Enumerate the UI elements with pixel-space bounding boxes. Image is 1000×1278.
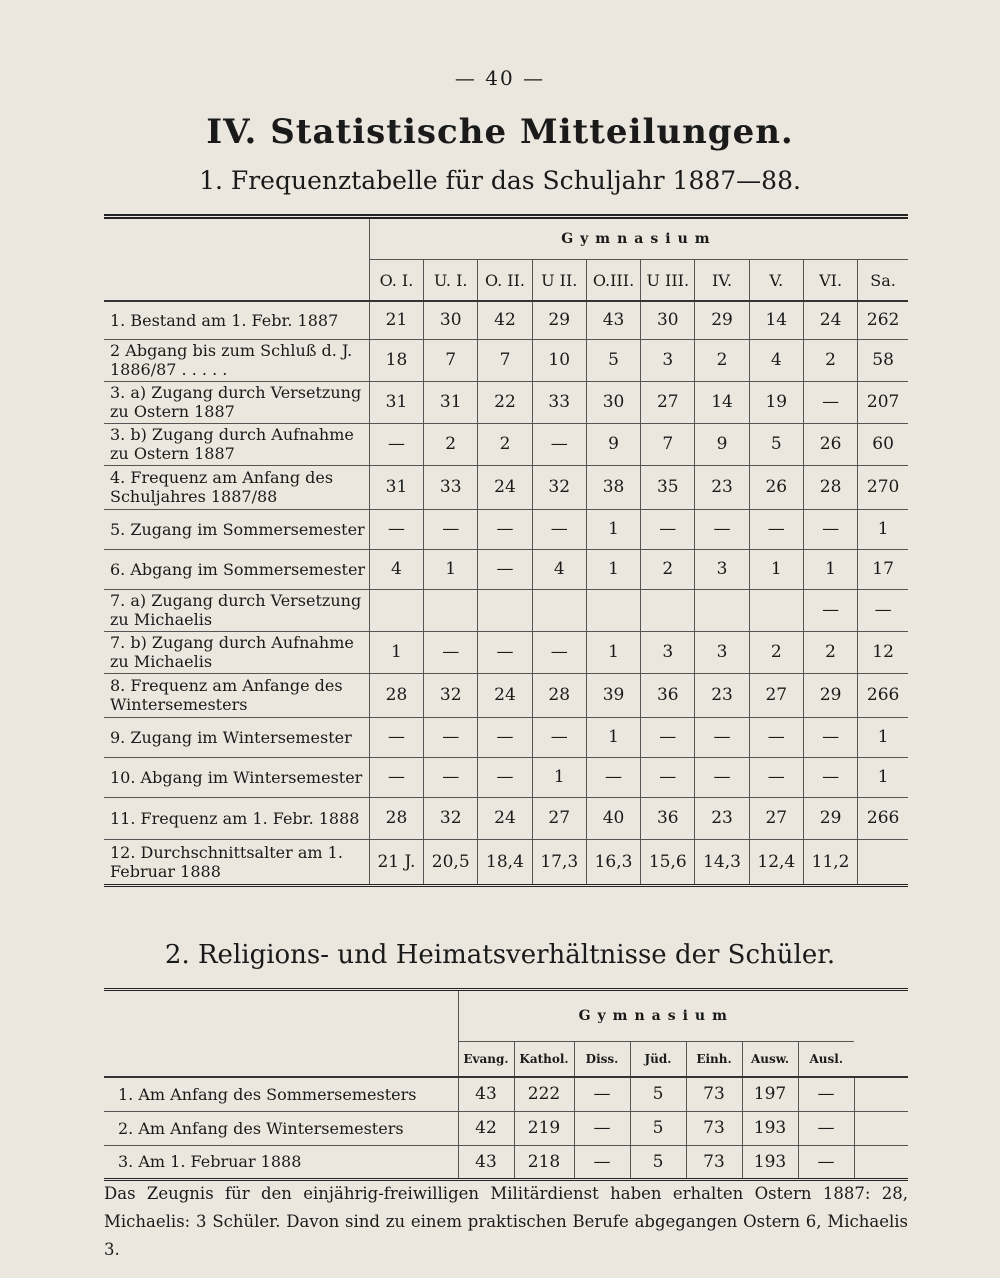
table-cell: 40	[586, 797, 640, 839]
table-cell: 4	[749, 339, 803, 381]
table-cell: 20,5	[424, 839, 478, 885]
table-cell: —	[424, 509, 478, 549]
table-cell: 22	[478, 381, 532, 423]
row-label: 9. Zugang im Wintersemester	[104, 717, 369, 757]
table-cell: 262	[858, 301, 908, 339]
table-cell-empty	[854, 1145, 908, 1179]
table-cell: 31	[369, 381, 423, 423]
table-cell: 29	[803, 797, 857, 839]
table-cell: 14	[695, 381, 749, 423]
table-cell: 42	[458, 1111, 514, 1145]
table-cell: —	[641, 757, 695, 797]
table-cell: 28	[803, 465, 857, 509]
table-cell: 29	[532, 301, 586, 339]
table-cell: 33	[532, 381, 586, 423]
table-cell: 24	[478, 465, 532, 509]
table-cell: 12,4	[749, 839, 803, 885]
table-cell: 23	[695, 673, 749, 717]
table-cell: 31	[369, 465, 423, 509]
table-cell: 39	[586, 673, 640, 717]
table-cell: 4	[369, 549, 423, 589]
table-cell: 270	[858, 465, 908, 509]
table-cell: 23	[695, 465, 749, 509]
table-cell: 60	[858, 423, 908, 465]
table-cell: 42	[478, 301, 532, 339]
table-row	[104, 381, 908, 423]
table-cell: —	[586, 757, 640, 797]
table-cell: —	[574, 1111, 630, 1145]
table-cell: 2	[803, 631, 857, 673]
table-cell: 5	[749, 423, 803, 465]
table-cell: 7	[424, 339, 478, 381]
table-cell: —	[478, 549, 532, 589]
row-label: 1. Am Anfang des Sommersemesters	[104, 1077, 458, 1111]
row-label: 10. Abgang im Wintersemester	[104, 757, 369, 797]
table-row	[104, 1145, 908, 1179]
table-cell: —	[749, 509, 803, 549]
page-title: IV. Statistische Mitteilungen.	[206, 112, 794, 152]
table-cell: 18	[369, 339, 423, 381]
table-cell: 1	[586, 717, 640, 757]
table-cell: 14,3	[695, 839, 749, 885]
table-cell: —	[803, 717, 857, 757]
table-cell: —	[574, 1077, 630, 1111]
row-label: 3. Am 1. Februar 1888	[104, 1145, 458, 1179]
table-cell: 32	[532, 465, 586, 509]
table-cell: 219	[514, 1111, 574, 1145]
table-cell: 1	[586, 549, 640, 589]
table-cell: 5	[586, 339, 640, 381]
table-cell: 28	[369, 673, 423, 717]
table-row	[104, 717, 908, 757]
table-cell	[586, 589, 640, 631]
row-label: 11. Frequenz am 1. Febr. 1888	[104, 797, 369, 839]
table-cell: 28	[532, 673, 586, 717]
table1-column-header: O. I.	[369, 260, 423, 302]
table-cell: —	[695, 717, 749, 757]
table-cell: 29	[695, 301, 749, 339]
table-cell: 30	[586, 381, 640, 423]
row-label: 3. b) Zugang durch Aufnahme zu Ostern 1887	[104, 423, 369, 465]
table-cell: 73	[686, 1145, 742, 1179]
table-row	[104, 509, 908, 549]
table-row	[104, 1077, 908, 1111]
table-cell: —	[749, 757, 803, 797]
table-cell: 1	[858, 757, 908, 797]
table-cell: 1	[858, 509, 908, 549]
table-cell: 1	[532, 757, 586, 797]
table-row	[104, 757, 908, 797]
table-cell: 2	[695, 339, 749, 381]
table-cell: 11,2	[803, 839, 857, 885]
table-cell: 3	[641, 339, 695, 381]
table-cell	[478, 589, 532, 631]
table-cell: —	[749, 717, 803, 757]
table-cell: 5	[630, 1111, 686, 1145]
table-row	[104, 673, 908, 717]
table-cell: 3	[695, 631, 749, 673]
table-cell: 3	[695, 549, 749, 589]
table1-column-header: V.	[749, 260, 803, 302]
table-cell-empty	[854, 1077, 908, 1111]
table-cell: 30	[641, 301, 695, 339]
table-cell: 193	[742, 1145, 798, 1179]
table-cell: 26	[749, 465, 803, 509]
table-cell: —	[478, 509, 532, 549]
table-cell: 27	[749, 797, 803, 839]
table-cell: 12	[858, 631, 908, 673]
table-cell: —	[532, 717, 586, 757]
table-cell: 43	[458, 1145, 514, 1179]
table1-column-header: Sa.	[858, 260, 908, 302]
table2-column-header: Ausw.	[742, 1042, 798, 1078]
table-cell: —	[798, 1077, 854, 1111]
table-cell: —	[803, 589, 857, 631]
table-cell: 2	[424, 423, 478, 465]
table-cell: 33	[424, 465, 478, 509]
table-row	[104, 797, 908, 839]
table-row	[104, 549, 908, 589]
table-cell: 73	[686, 1111, 742, 1145]
row-label: 12. Durchschnittsalter am 1. Februar 1888	[104, 839, 369, 885]
table-cell: —	[369, 509, 423, 549]
table-cell: 2	[478, 423, 532, 465]
table1-column-header: U II.	[532, 260, 586, 302]
table-cell: 207	[858, 381, 908, 423]
table-cell: —	[369, 423, 423, 465]
page-number: — 40 —	[454, 66, 546, 90]
table1-column-header: IV.	[695, 260, 749, 302]
table-cell: 43	[458, 1077, 514, 1111]
table-cell: 27	[749, 673, 803, 717]
table-cell: —	[803, 509, 857, 549]
table-row	[104, 339, 908, 381]
table-cell: 1	[424, 549, 478, 589]
table-row	[104, 1111, 908, 1145]
table-cell: 7	[478, 339, 532, 381]
table-cell: 35	[641, 465, 695, 509]
table-cell: —	[478, 631, 532, 673]
section-1-title: 1. Frequenztabelle für das Schuljahr 1887—88.	[199, 166, 801, 195]
table2-column-header: Jüd.	[630, 1042, 686, 1078]
table-cell: 36	[641, 673, 695, 717]
table-cell: 19	[749, 381, 803, 423]
table-cell: 4	[532, 549, 586, 589]
table-cell	[532, 589, 586, 631]
table-cell: —	[424, 757, 478, 797]
table-cell: 10	[532, 339, 586, 381]
table-cell: —	[803, 381, 857, 423]
section-2-title: 2. Religions- und Heimatsverhältnisse der Schüler.	[164, 940, 836, 970]
table-cell: 218	[514, 1145, 574, 1179]
row-label: 5. Zugang im Sommersemester	[104, 509, 369, 549]
table-cell: 36	[641, 797, 695, 839]
table1-column-header: U. I.	[424, 260, 478, 302]
table-cell	[695, 589, 749, 631]
table-cell	[424, 589, 478, 631]
table2-group-header: Gymnasium	[458, 990, 854, 1042]
footer-note: Das Zeugnis für den einjährig-freiwilligen Militärdienst haben erhalten Ostern 1887: 28, Michaelis: 3 Schüler. Davon sind zu einem praktischen Berufe abgegangen Ostern 6, Michaelis 3.	[104, 1184, 908, 1259]
table1-column-header: VI.	[803, 260, 857, 302]
table2-column-header: Einh.	[686, 1042, 742, 1078]
row-label: 7. a) Zugang durch Versetzung zu Michaelis	[104, 589, 369, 631]
table-cell: 58	[858, 339, 908, 381]
table-cell: —	[478, 717, 532, 757]
table-cell: —	[803, 757, 857, 797]
table-cell: 21 J.	[369, 839, 423, 885]
table-cell	[858, 839, 908, 885]
table-cell: 73	[686, 1077, 742, 1111]
table-cell: 7	[641, 423, 695, 465]
table-row	[104, 631, 908, 673]
table-cell: 9	[695, 423, 749, 465]
table-cell: 222	[514, 1077, 574, 1111]
table-cell: 15,6	[641, 839, 695, 885]
row-label: 2 Abgang bis zum Schluß d. J. 1886/87 . . . . .	[104, 339, 369, 381]
table-cell: 27	[641, 381, 695, 423]
table-cell	[641, 589, 695, 631]
table-cell: 197	[742, 1077, 798, 1111]
table-row	[104, 465, 908, 509]
table-row	[104, 589, 908, 631]
table-cell: —	[798, 1145, 854, 1179]
table-cell: 43	[586, 301, 640, 339]
row-label: 7. b) Zugang durch Aufnahme zu Michaelis	[104, 631, 369, 673]
table-cell	[369, 589, 423, 631]
row-label: 4. Frequenz am Anfang des Schuljahres 1887/88	[104, 465, 369, 509]
table1-column-header: O.III.	[586, 260, 640, 302]
table-cell: —	[858, 589, 908, 631]
table-cell: 1	[586, 631, 640, 673]
religion-table	[104, 988, 908, 1181]
table-cell: 1	[586, 509, 640, 549]
table2-column-header: Ausl.	[798, 1042, 854, 1078]
table-cell: —	[798, 1111, 854, 1145]
table-cell: 1	[369, 631, 423, 673]
table-cell: 38	[586, 465, 640, 509]
table-cell: 23	[695, 797, 749, 839]
table-cell: 32	[424, 797, 478, 839]
table-cell: —	[695, 509, 749, 549]
row-label: 2. Am Anfang des Wintersemesters	[104, 1111, 458, 1145]
row-label: 6. Abgang im Sommersemester	[104, 549, 369, 589]
table-cell: 30	[424, 301, 478, 339]
table-cell: 1	[858, 717, 908, 757]
table-row	[104, 423, 908, 465]
row-label: 8. Frequenz am Anfange des Wintersemesters	[104, 673, 369, 717]
table-cell: 193	[742, 1111, 798, 1145]
table-cell: 17,3	[532, 839, 586, 885]
table-row	[104, 301, 908, 339]
table-cell: —	[532, 631, 586, 673]
table-cell: —	[478, 757, 532, 797]
table-cell: —	[369, 757, 423, 797]
table-cell: 266	[858, 673, 908, 717]
table-cell: 5	[630, 1077, 686, 1111]
table-cell: 31	[424, 381, 478, 423]
table-cell: —	[532, 509, 586, 549]
table-cell: 17	[858, 549, 908, 589]
table-cell: 24	[478, 797, 532, 839]
table-cell: 14	[749, 301, 803, 339]
table1-group-header: Gymnasium	[369, 217, 908, 260]
table-cell: —	[424, 631, 478, 673]
row-label: 1. Bestand am 1. Febr. 1887	[104, 301, 369, 339]
table2-column-header: Diss.	[574, 1042, 630, 1078]
table-cell: 9	[586, 423, 640, 465]
table-row	[104, 839, 908, 885]
table-cell: 2	[641, 549, 695, 589]
table-cell: 2	[803, 339, 857, 381]
table-cell: —	[641, 509, 695, 549]
table-cell: —	[695, 757, 749, 797]
table-cell	[749, 589, 803, 631]
table-cell: 24	[478, 673, 532, 717]
table-cell: —	[641, 717, 695, 757]
table-cell: 28	[369, 797, 423, 839]
table-cell: 5	[630, 1145, 686, 1179]
table-cell: —	[574, 1145, 630, 1179]
table-cell: 32	[424, 673, 478, 717]
row-label: 3. a) Zugang durch Versetzung zu Ostern 1887	[104, 381, 369, 423]
table2-column-header: Kathol.	[514, 1042, 574, 1078]
table-cell: 21	[369, 301, 423, 339]
table-cell: 16,3	[586, 839, 640, 885]
table-cell: 26	[803, 423, 857, 465]
table-cell: 1	[749, 549, 803, 589]
table1-column-header: U III.	[641, 260, 695, 302]
table-cell: —	[532, 423, 586, 465]
table-cell: —	[424, 717, 478, 757]
table-cell: 18,4	[478, 839, 532, 885]
table-cell: 27	[532, 797, 586, 839]
table-cell: 266	[858, 797, 908, 839]
table-cell: 24	[803, 301, 857, 339]
table-cell: 2	[749, 631, 803, 673]
table2-column-header: Evang.	[458, 1042, 514, 1078]
table-cell: —	[369, 717, 423, 757]
table-cell: 1	[803, 549, 857, 589]
table-cell-empty	[854, 1111, 908, 1145]
frequency-table	[104, 214, 908, 887]
table1-column-header: O. II.	[478, 260, 532, 302]
table-cell: 3	[641, 631, 695, 673]
table-cell: 29	[803, 673, 857, 717]
